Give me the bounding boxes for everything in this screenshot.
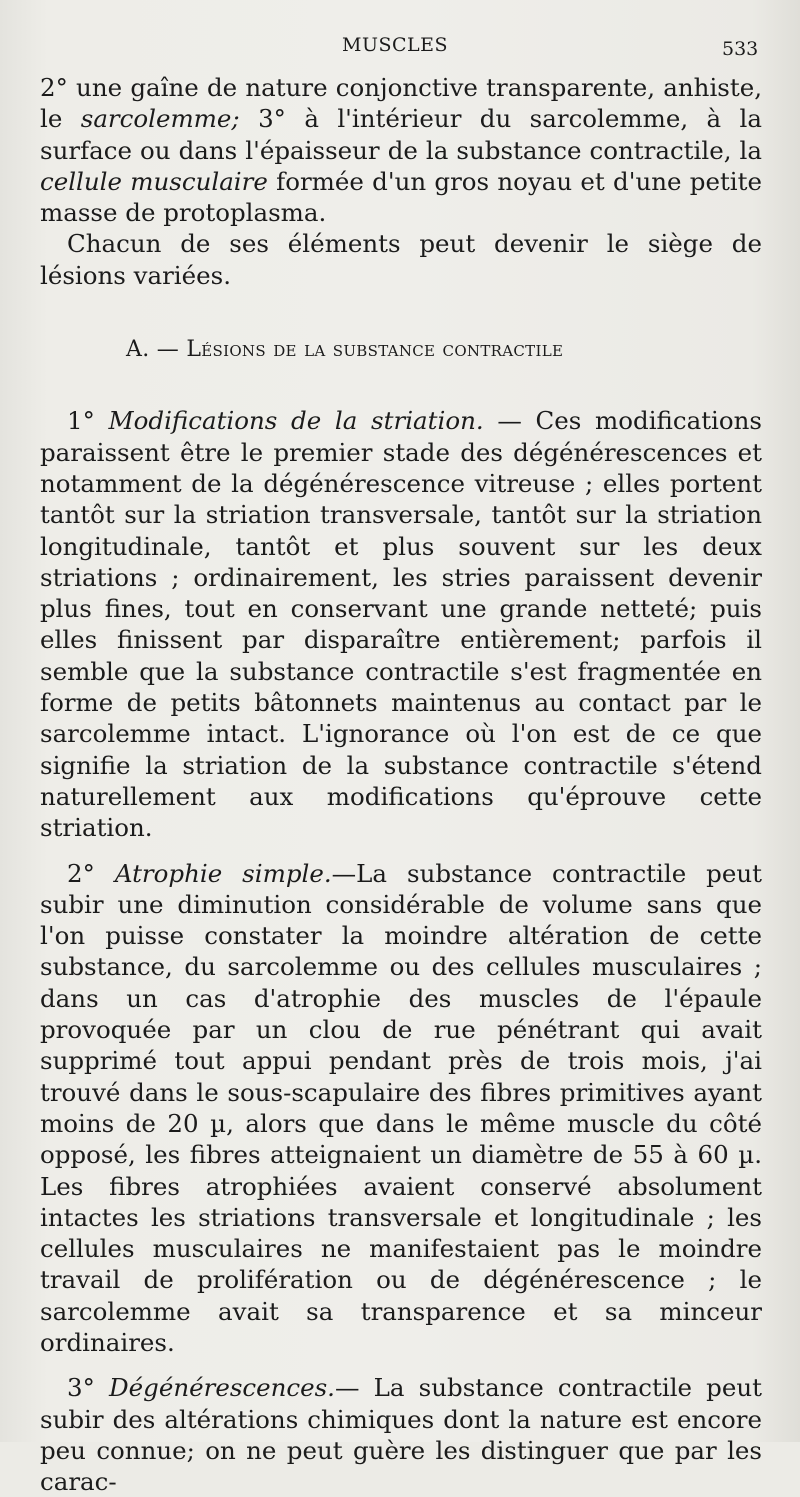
item-title: Dégénérescences. [109, 1373, 335, 1403]
section-heading-title: ésions de la substance contractile [201, 337, 564, 363]
text-run: — La substance contractile peut subir des altérations chimiques dont la nature est encore peu connue; on ne peut guère les distinguer que par les carac- [40, 1373, 762, 1497]
section-heading-lead: A. — L [126, 337, 202, 363]
italic-term: sarcolemme; [80, 104, 240, 134]
item-title: Atrophie simple. [114, 858, 332, 888]
item-number: 1° [67, 406, 109, 436]
page-number: 533 [722, 38, 759, 60]
item-title: Modifications de la striation. [108, 406, 484, 436]
text-run: —La substance contractile peut subir une diminution considérable de volume sans que l'on puisse constater la moindre altération de cette substance, du sarcolemme ou des cellules musculaires ; dans un cas d'atrophie des muscles de l'épaule provoquée par un clou de rue pénétrant qui avait supprimé tout appui pendant près de trois mois, j'ai trouvé dans le sous-scapulaire des fibres primitives ayant moins de 20 µ, alors que dans le même muscle du côté opposé, les fibres atteignaient un diamètre de 55 à 60 µ. Les fibres atrophiées avaient conservé absolument intactes les striations transversale et longitudinale ; les cellules musculaires ne manifestaient pas le moindre travail de prolifération ou de dégénérescence ; le sarcolemme avait sa transparence et sa minceur ordinaires. [40, 858, 762, 1357]
paragraph-degenerescences [40, 1372, 762, 1497]
paragraph-atrophie [40, 858, 762, 1359]
running-head-title: MUSCLES [342, 34, 449, 56]
paragraph-sarcolemme [40, 72, 762, 228]
running-head [0, 34, 800, 62]
item-number: 3° [67, 1373, 109, 1403]
section-heading [40, 334, 762, 365]
text-run: — Ces modifications paraissent être le premier stade des dégénérescences et notamment de la dégénérescence vitreuse ; elles portent tantôt sur la striation transversale, tantôt sur la striation longitudinale, tantôt et plus souvent sur les deux striations ; ordinairement, les stries paraissent devenir plus fines, tout en conservant une grande netteté; puis elles finissent par disparaître entièrement; parfois il semble que la substance contractile s'est fragmentée en forme de petits bâtonnets maintenus au contact par le sarcolemme intact. L'ignorance où l'on est de ce que signifie la striation de la substance contractile s'étend naturellement aux modifications qu'éprouve cette striation. [40, 406, 762, 843]
text-run: formée d'un gros noyau et d'une petite masse de protoplasma. [40, 166, 762, 228]
body-text [40, 72, 762, 1497]
item-number: 2° [67, 858, 115, 888]
italic-term: cellule musculaire [40, 166, 268, 196]
text-run: 2° une gaîne de nature conjonctive transparente, anhiste, le [40, 73, 762, 134]
paragraph-lesions: Chacun de ses éléments peut devenir le siège de lésions variées. [40, 229, 762, 290]
text-run: 3° à l'intérieur du sarcolemme, à la surface ou dans l'épaisseur de la substance contractile, la [40, 104, 762, 165]
paragraph-striation [40, 405, 762, 843]
